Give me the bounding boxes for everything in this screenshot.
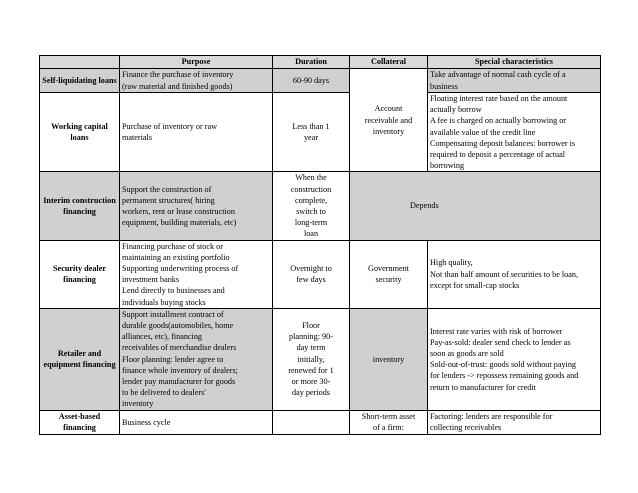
table-row [40,93,601,172]
cell-line: individuals buying stocks [122,297,206,307]
row-name: Retailer and equipment financing [40,308,120,410]
cell-line: 60-90 days [292,75,330,85]
cell-line: day term [296,343,326,353]
cell-line: Financing purchase of stock or [122,241,223,251]
cell-line: Sold-out-of-trust: goods sold without paying [430,360,577,370]
special-cell [428,240,601,308]
cell-line: loan [303,229,319,239]
cell-line: Finance the purchase of inventory [122,70,234,80]
loans-table [39,55,601,435]
header-special: Special characteristics [428,56,601,69]
cell-line: Compensating deposit balances: borrower is [430,138,576,148]
cell-line: few days [296,275,326,285]
cell-line: initially, [297,354,325,364]
purpose-cell [120,240,273,308]
cell-line: Account [374,104,403,114]
cell-line: soon as goods are sold [430,349,504,359]
cell-line: Less than 1 [292,122,330,131]
collateral-cell-merged [350,69,428,172]
cell-line: Take advantage of normal cash cycle of a [430,70,566,80]
row-name: Asset-based financing [40,410,120,434]
cell-line: Lend directly to businesses and [122,286,225,296]
cell-line: receivables of merchandise dealers [122,343,237,353]
cell-line: maintaining an existing portfolio [122,252,230,262]
cell-line: construction [290,184,332,194]
cell-line: permanent structures( hiring [122,195,215,205]
cell-line: Pay-as-sold: dealer send check to lender as [430,337,571,347]
cell-line: complete, [294,195,328,205]
cell-line: or more 30- [291,377,331,387]
cell-line: workers, rent or lease construction [122,207,235,217]
cell-line: inventory [372,354,405,364]
header-purpose: Purpose [120,56,273,69]
cell-line: finance whole inventory of dealers; [122,365,238,375]
header-empty [40,56,120,69]
row-name: Working capital loans [40,93,120,172]
cell-line: year [303,133,319,143]
row-name: Interim construction financing [40,172,120,240]
table-row [40,172,601,240]
table-row [40,308,601,410]
header-row [40,56,601,69]
row-name: Self-liquidating loans [40,69,120,93]
special-cell [428,410,601,434]
duration-cell [273,69,350,93]
cell-line: collecting receivables [430,423,502,433]
cell-line: Short-term asset [361,411,416,421]
header-duration: Duration [273,56,350,69]
cell-line: High quality, [430,258,473,268]
cell-line: Floor planning: lender agree to [122,354,224,364]
cell-line: security [375,275,402,285]
collateral-cell-merged [350,172,601,240]
collateral-cell [350,410,428,434]
cell-line: alliances, etc), financing [122,332,203,342]
cell-line: Support the construction of [122,184,212,194]
header-collateral: Collateral [350,56,428,69]
cell-line: return to manufacturer for credit [430,382,536,392]
cell-line: Purchase of inventory or raw [122,122,218,131]
duration-cell [273,93,350,172]
cell-line: renewed for 1 [288,365,334,375]
cell-line: Floating interest rate based on the amount [430,94,568,103]
cell-line: lender pay manufacturer for goods [122,377,236,387]
cell-line: actually borrow [430,105,482,115]
cell-line: borrowing [430,161,465,171]
cell-line: long-term [294,218,328,228]
purpose-cell [120,308,273,410]
cell-line: A fee is charged on actually borrowing or [430,116,567,126]
duration-cell [273,308,350,410]
collateral-cell [350,240,428,308]
special-cell [428,69,601,93]
cell-line: to be delivered to dealers' [122,388,206,398]
collateral-cell [350,308,428,410]
cell-line: inventory [122,399,154,409]
cell-line: investment banks [122,275,180,285]
special-cell [428,308,601,410]
special-cell [428,93,601,172]
cell-line: Business cycle [122,417,171,427]
duration-cell [273,240,350,308]
cell-line: Factoring: lenders are responsible for [430,411,553,421]
cell-line: required to deposit a percentage of actual [430,150,566,160]
purpose-cell [120,93,273,172]
cell-line: except for small-cap stocks [430,280,520,290]
cell-line: day periods [292,388,330,398]
cell-line: inventory [372,126,405,136]
cell-line: Interest rate varies with risk of borrower [430,326,563,336]
purpose-cell [120,69,273,93]
cell-line: Support installment contract of [122,309,224,319]
cell-line: Depends [410,201,439,211]
cell-line: durable goods(automobiles, home [122,321,234,331]
duration-cell [273,172,350,240]
table-row [40,240,601,308]
cell-line: Overnight to [290,264,332,274]
cell-line: receivable and [364,115,413,125]
row-name: Security dealer financing [40,240,120,308]
cell-line: Government [368,264,409,274]
table-row [40,410,601,434]
cell-line: equipment, building materials, etc) [122,218,237,228]
cell-line: planning: 90- [289,332,333,342]
cell-line: business [430,81,458,91]
cell-line: materials [122,133,153,143]
cell-line: Floor [302,321,320,331]
cell-line: switch to [296,207,326,217]
cell-line: Supporting underwriting process of [122,264,239,274]
table-row [40,69,601,93]
cell-line: available value of the credit line [430,127,536,137]
cell-line: Not than half amount of securities to be loan, [430,269,579,279]
purpose-cell [120,172,273,240]
cell-line: (raw material and finished goods) [122,81,233,91]
cell-line: When the [295,173,327,183]
cell-line: of a firm: [373,423,404,433]
purpose-cell [120,410,273,434]
duration-cell [273,410,350,434]
cell-line: for lenders -> repossess remaining goods and [430,371,579,381]
